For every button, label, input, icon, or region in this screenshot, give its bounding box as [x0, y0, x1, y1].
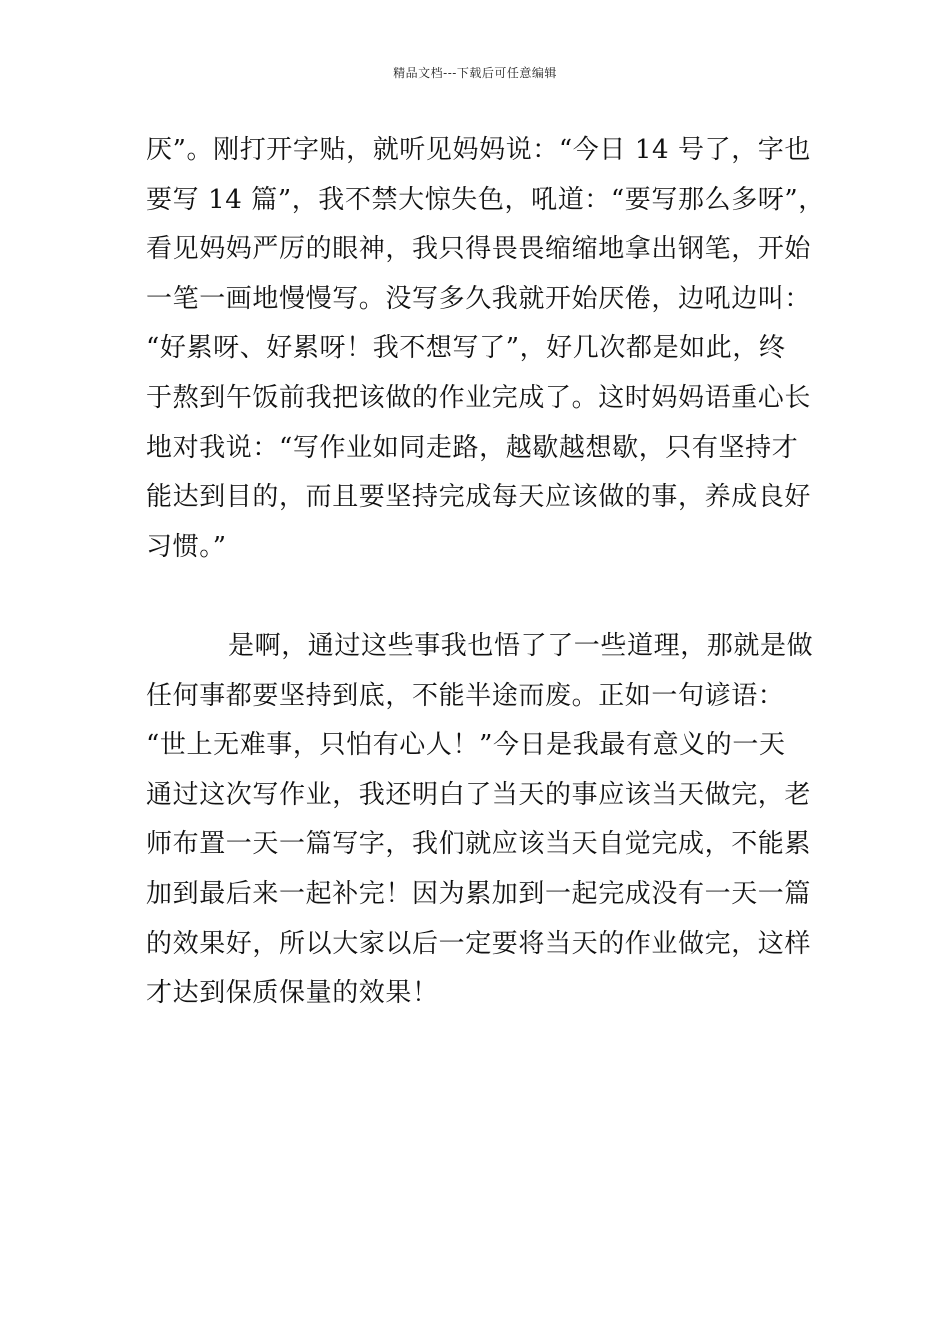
text-line: 一笔一画地慢慢写。没写多久我就开始厌倦，边吼边叫：	[146, 283, 812, 314]
text-line: 任何事都要坚持到底，不能半途而废。正如一句谚语：	[146, 680, 785, 711]
text-line: 是啊，通过这些事我也悟了了一些道理，那就是做	[228, 631, 814, 661]
text-line: 加到最后来一起补完！因为累加到一起完成没有一天一篇	[146, 878, 812, 909]
text-line: 要写 14 篇”，我不禁大惊失色，吼道：“要写那么多呀”，	[146, 184, 825, 215]
text-line: 通过这次写作业，我还明白了当天的事应该当天做完，老	[146, 779, 812, 810]
text-line: “好累呀、好累呀！我不想写了”，好几次都是如此，终	[146, 333, 786, 364]
text-line: “世上无难事，只怕有心人！”今日是我最有意义的一天	[146, 730, 786, 761]
text-line: 地对我说：“写作业如同走路，越歇越想歇，只有坚持才	[146, 432, 799, 463]
paragraph-1	[146, 126, 836, 572]
text-line: 的效果好，所以大家以后一定要将当天的作业做完，这样	[146, 928, 812, 959]
text-line: 于熬到午饭前我把该做的作业完成了。这时妈妈语重心长	[146, 382, 812, 413]
text-line: 能达到目的，而且要坚持完成每天应该做的事，养成良好	[146, 482, 812, 513]
page-header: 精品文档---下载后可任意编辑	[393, 66, 557, 80]
text-line: 才达到保质保量的效果！	[146, 978, 439, 1009]
text-line: 厌”。刚打开字贴，就听见妈妈说：“今日 14 号了，字也	[146, 135, 811, 165]
text-line: 习惯。”	[146, 531, 227, 562]
text-line: 师布置一天一篇写字，我们就应该当天自觉完成，不能累	[146, 829, 812, 860]
paragraph-2	[146, 622, 836, 1019]
text-line: 看见妈妈严厉的眼神，我只得畏畏缩缩地拿出钢笔，开始	[146, 234, 812, 265]
